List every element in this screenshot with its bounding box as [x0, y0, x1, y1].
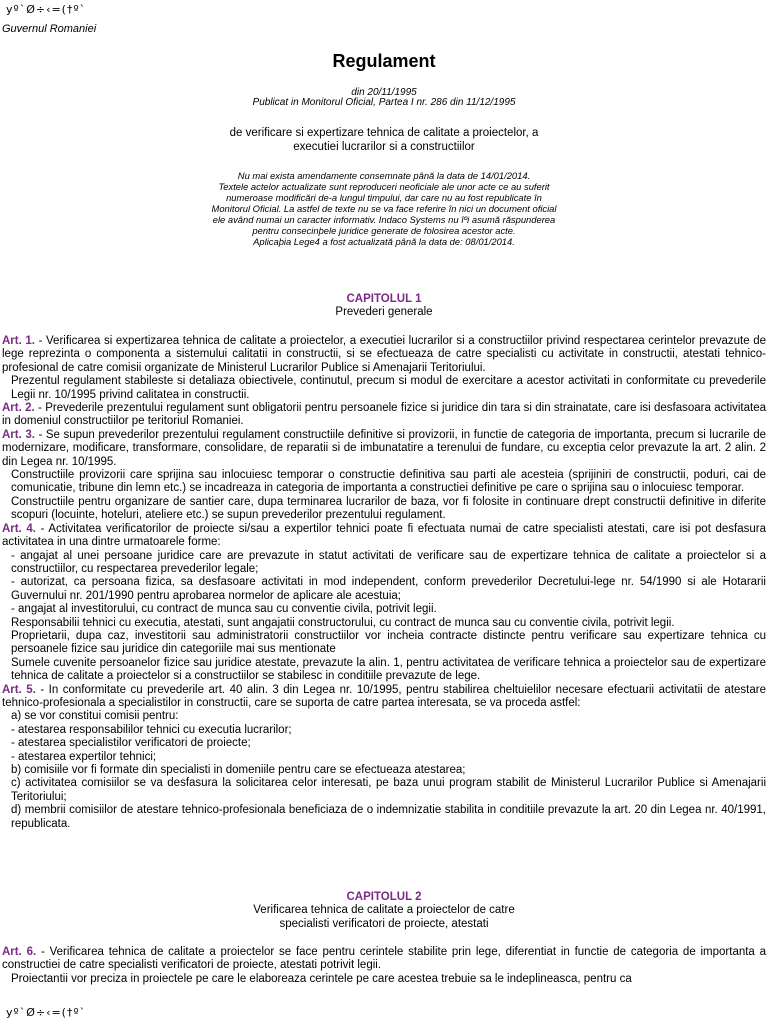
- paragraph: [2, 777, 766, 804]
- chapter-subtitle: specialisti verificatori de proiecte, atestati: [279, 918, 489, 930]
- paragraph: [2, 764, 766, 777]
- paragraph-text: - Se supun prevederilor prezentului regulament constructiile definitive si provizorii, in functie de categoria de importanta, precum si lucrarile de modernizare, modificare, transformare, consolidare, de reparatii si de imbunatatire a terenului de fundare, cu exceptia celor prevazute la art. 2 alin. 2 din Legea nr. 10/1995.: [2, 428, 766, 468]
- paragraph-text: b) comisiile vor fi formate din specialisti in domeniile pentru care se efectueaza atestarea;: [11, 764, 466, 776]
- paragraph-text: - autorizat, ca persoana fizica, sa desfasoare activitati in mod independent, conform prevederilor Decretului-lege nr. 54/1990 si ale Hotararii Guvernului nr. 201/1990 pentru aprobarea normelor de aplicare ale acestuia;: [11, 576, 766, 602]
- note-line: Aplicaþia Lege4 a fost actualizată până la data de: 08/01/2014.: [253, 236, 515, 247]
- subject-line: de verificare si expertizare tehnica de calitate a proiectelor, a: [229, 127, 539, 139]
- article-number: Art. 6.: [2, 946, 37, 958]
- paragraph-text: - atestarea responsabililor tehnici cu executia lucrarilor;: [11, 723, 292, 736]
- paragraph-text: Prezentul regulament stabileste si detaliaza obiectivele, continutul, precum si modul de exercitare a acestor activitati in conformitate cu prevederile Legii nr. 10/1995 privind calitatea in constructii.: [11, 375, 766, 401]
- paragraph-text: - angajat al investitorului, cu contract de munca sau cu conventie civila, potrivit legii.: [11, 603, 437, 616]
- article-paragraph: [2, 684, 766, 711]
- chapter-1-body: [2, 335, 766, 831]
- paragraph-text: d) membrii comisiilor de atestare tehnico-profesionala beneficiaza de o indemnizatie stabilita in conditiile prevazute la art. 20 din Legea nr. 40/1991, republicata.: [11, 804, 766, 830]
- paragraph-text: Proiectantii vor preciza in proiectele pe care le elaboreaza cerintele pe care acestea trebuie sa le indeplineasca, pentru ca: [11, 972, 632, 985]
- note-line: Nu mai exista amendamente consemnate până la data de 14/01/2014.: [237, 170, 531, 181]
- paragraph: [2, 737, 766, 750]
- paragraph: [2, 804, 766, 831]
- paragraph-text: Constructiile pentru organizare de santier care, dupa terminarea lucrarilor de baza, vor fi folosite in continuare drept constructii definitive in diferite scopuri (locuinte, hoteluri, ateliere etc.) se supun prevederilor prezentului regulament.: [11, 495, 766, 522]
- document-title: Regulament: [332, 51, 436, 71]
- chapter-1-heading: [0, 293, 768, 319]
- article-paragraph: [2, 429, 766, 469]
- article-paragraph: [2, 523, 766, 550]
- header-garbled-text: yº`Ø÷‹=(†º`: [6, 3, 87, 16]
- paragraph: [2, 710, 766, 723]
- article-paragraph: [2, 402, 766, 429]
- paragraph-text: Constructiile provizorii care sprijina sau inlocuiesc temporar o constructie definitiva sau parti ale acesteia (sprijiniri de constructii, poduri, cai de comunicatie, tribune din lemn etc.) se incadreaza in categoria de importanta a constructiei definitive pe care o sprijina sau o inlocuiesc temporar.: [11, 469, 766, 495]
- paragraph-text: - angajat al unei persoane juridice care are prevazute in statut activitati de verificare sau de expertizare tehnica de calitate a proiectelor si a constructiilor, cu respectarea prevederilor legale;: [11, 549, 766, 575]
- article-number: Art. 4.: [2, 522, 36, 535]
- chapter-2-body: [2, 946, 766, 986]
- note-line: numeroase modificări de-a lungul timpului, dar care nu au fost republicate în: [226, 192, 542, 203]
- paragraph-text: - Verificarea si expertizarea tehnica de calitate a proiectelor, a executiei lucrarilor si a constructiilor privind respectarea cerintelor prevazute de lege reprezinta o componenta a sistemului calitatii in constructii, si se efectueaza de catre specialisti cu activitate in constructii, atestati tehnico-profesional de catre comisii organizate de Ministerul Lucrarilor Publice si Amenajarii Teritoriului.: [2, 335, 766, 374]
- paragraph: [2, 973, 766, 986]
- note-line: Monitorul Oficial. La astfel de texte nu se va face referire în nici un document oficial: [211, 203, 557, 214]
- paragraph: [2, 550, 766, 577]
- paragraph-text: - In conformitate cu prevederile art. 40 alin. 3 din Legea nr. 10/1995, pentru stabilirea cheltuielilor necesare efectuarii activitatii de atestare tehnico-profesionala a specialistilor in constructii, care se suporta de catre partea interesata, se va proceda astfel:: [2, 683, 766, 709]
- article-number: Art. 3.: [2, 428, 35, 441]
- paragraph: [2, 724, 766, 737]
- article-number: Art. 2.: [2, 402, 35, 415]
- paragraph: [2, 751, 766, 764]
- paragraph: [2, 496, 766, 523]
- paragraph-text: c) activitatea comisiilor se va desfasura la solicitarea celor interesati, pe baza unui program stabilit de Ministerul Lucrarilor Publice si Amenajarii Teritoriului;: [11, 777, 766, 803]
- publication-meta: [0, 88, 768, 108]
- chapter-subtitle: Verificarea tehnica de calitate a proiectelor de catre: [253, 904, 515, 916]
- paragraph-text: - atestarea expertilor tehnici;: [11, 750, 157, 763]
- article-number: Art. 5.: [2, 683, 36, 696]
- document-subject: [0, 126, 768, 154]
- paragraph-text: a) se vor constitui comisii pentru:: [11, 710, 179, 723]
- paragraph-text: - Activitatea verificatorilor de proiecte si/sau a expertilor tehnici poate fi efectuata numai de catre specialisti atestati, care isi pot desfasura activitatea in una dintre urmatoarele forme:: [2, 522, 767, 549]
- note-line: Textele actelor actualizate sunt reproduceri neoficiale ale unor acte ce au suferit: [218, 181, 550, 192]
- paragraph-text: - atestarea specialistilor verificatori de proiecte;: [11, 737, 251, 750]
- article-paragraph: [2, 946, 766, 973]
- paragraph-text: - Prevederile prezentului regulament sunt obligatorii pentru persoanele fizice si juridice din tara si din strainatate, care isi desfasoara activitatea in domeniul constructiilor pe teritoriul Romaniei.: [2, 402, 767, 428]
- paragraph-text: - Verificarea tehnica de calitate a proiectelor se face pentru cerintele stabilite prin lege, diferentiat in functie de categoria de importanta a constructiei de catre specialisti verificatori de proiecte, atestati potrivit legii.: [2, 946, 767, 972]
- paragraph: [2, 375, 766, 402]
- paragraph-text: Sumele cuvenite persoanelor fizice sau juridice atestate, prevazute la alin. 1, pentru activitatea de verificare tehnica a proiectelor sau de expertizare tehnica de calitate a proiectelor si a constructiilor se stabilesc in conditiile prevazute de lege.: [11, 656, 766, 683]
- meta-line: Publicat in Monitorul Oficial, Partea I nr. 286 din 11/12/1995: [252, 97, 516, 108]
- article-number: Art. 1.: [2, 335, 35, 347]
- amendment-note: [0, 170, 768, 247]
- article-paragraph: [2, 335, 766, 375]
- note-line: pentru consecinþele juridice generate de folosirea acestor acte.: [252, 225, 516, 236]
- paragraph-text: Responsabilii tehnici cu executia, atestati, sunt angajatii constructorului, cu contract de munca sau cu conventie civila, potrivit legii.: [11, 616, 675, 629]
- paragraph: [2, 603, 766, 616]
- footer-garbled-text: yº`Ø÷‹=(†º`: [6, 1006, 87, 1019]
- paragraph: [2, 657, 766, 684]
- government-label: Guvernul Romaniei: [2, 23, 97, 35]
- paragraph: [2, 469, 766, 496]
- paragraph: [2, 617, 766, 630]
- chapter-title: CAPITOLUL 2: [346, 891, 422, 903]
- meta-line: din 20/11/1995: [351, 87, 417, 98]
- paragraph: [2, 576, 766, 603]
- chapter-subtitle: Prevederi generale: [335, 306, 433, 318]
- paragraph-text: Proprietarii, dupa caz, investitorii sau administratorii constructiilor vor incheia contracte distincte pentru verificare sau expertizare tehnica cu persoanele fizice sau juridice din categoriile mai sus mentionate: [11, 629, 766, 656]
- note-line: ele având numai un caracter informativ. Indaco Systems nu îºi asumă răspunderea: [212, 214, 556, 225]
- chapter-title: CAPITOLUL 1: [346, 293, 422, 305]
- chapter-2-heading: [0, 891, 768, 931]
- paragraph: [2, 630, 766, 657]
- subject-line: executiei lucrarilor si a constructiilor: [293, 141, 475, 153]
